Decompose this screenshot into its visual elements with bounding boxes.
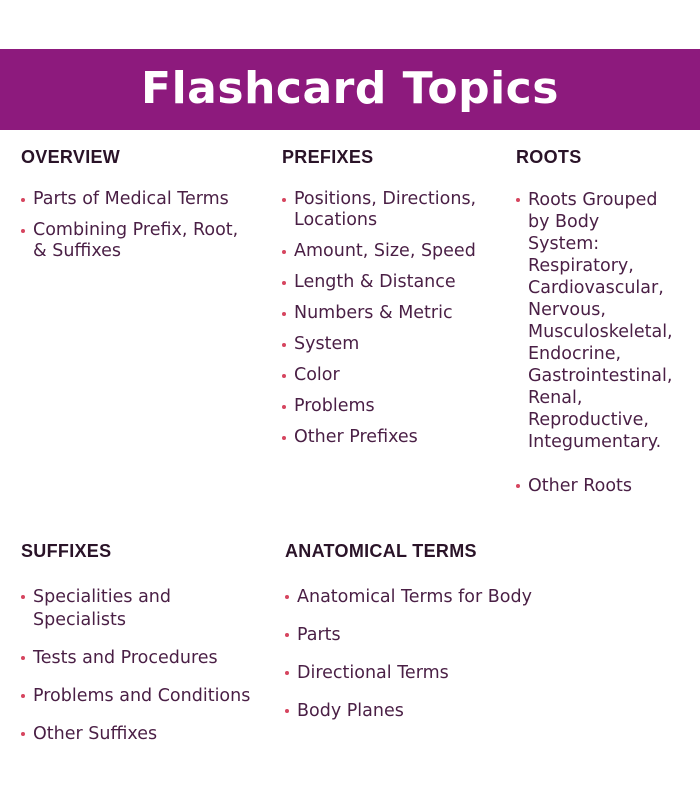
bullet-icon bbox=[21, 595, 25, 599]
section-title-suffixes: SUFFIXES bbox=[21, 541, 112, 561]
list-item-text: System bbox=[294, 334, 360, 354]
section-overview bbox=[21, 147, 271, 272]
list-item bbox=[282, 365, 507, 386]
bullet-icon bbox=[516, 198, 520, 202]
overview-list bbox=[21, 189, 271, 262]
list-item bbox=[285, 624, 695, 647]
bullet-icon bbox=[21, 732, 25, 736]
page-title: Flashcard Topics bbox=[141, 63, 559, 114]
list-item-text: Body Planes bbox=[297, 701, 404, 721]
bullet-icon bbox=[285, 709, 289, 713]
bullet-icon bbox=[282, 312, 286, 316]
suffixes-list bbox=[21, 586, 276, 746]
list-item-text: Problems and Conditions bbox=[33, 686, 251, 706]
list-item bbox=[282, 189, 507, 231]
list-item bbox=[21, 586, 276, 632]
list-item bbox=[21, 189, 271, 210]
prefixes-list bbox=[282, 189, 507, 448]
list-item-text: Anatomical Terms for Body bbox=[297, 587, 532, 607]
list-item bbox=[285, 586, 695, 609]
section-anatomical-terms bbox=[285, 541, 695, 738]
section-title-anatomical-terms: ANATOMICAL TERMS bbox=[285, 541, 477, 561]
list-item-text: Other Roots bbox=[528, 476, 633, 496]
bullet-icon bbox=[285, 595, 289, 599]
bullet-icon bbox=[21, 229, 25, 233]
bullet-icon bbox=[282, 374, 286, 378]
list-item-text: Parts of Medical Terms bbox=[33, 189, 229, 209]
section-title-roots: ROOTS bbox=[516, 147, 582, 167]
list-item bbox=[21, 647, 276, 670]
list-item-text: Positions, Directions, Locations bbox=[294, 189, 477, 230]
list-item bbox=[282, 396, 507, 417]
list-item bbox=[282, 334, 507, 355]
list-item-text: Color bbox=[294, 365, 340, 385]
bullet-icon bbox=[285, 671, 289, 675]
list-item bbox=[282, 427, 507, 448]
list-item-text: Other Suffixes bbox=[33, 724, 158, 744]
section-prefixes bbox=[282, 147, 507, 458]
anatomical-list bbox=[285, 586, 695, 723]
bullet-icon bbox=[282, 198, 286, 202]
list-item-text: Length & Distance bbox=[294, 272, 456, 292]
list-item-text: Numbers & Metric bbox=[294, 303, 453, 323]
section-title-overview: OVERVIEW bbox=[21, 147, 121, 167]
list-item bbox=[285, 700, 695, 723]
list-item bbox=[21, 685, 276, 708]
list-item bbox=[21, 723, 276, 746]
list-item bbox=[516, 189, 698, 453]
header-banner bbox=[0, 49, 700, 130]
list-item-text: Amount, Size, Speed bbox=[294, 241, 476, 261]
list-item bbox=[516, 475, 698, 497]
section-suffixes bbox=[21, 541, 276, 761]
list-item-text: Specialities and Specialists bbox=[33, 587, 172, 630]
bullet-icon bbox=[516, 484, 520, 488]
list-item-text: Roots Grouped by Body System: Respiratory, Cardiovascular, Nervous, Musculoskeletal, Endocrine, Gastrointestinal, Renal, Reproductive, Integumentary. bbox=[528, 190, 673, 452]
list-item bbox=[285, 662, 695, 685]
bullet-icon bbox=[282, 250, 286, 254]
list-item bbox=[282, 241, 507, 262]
bullet-icon bbox=[285, 633, 289, 637]
list-item-text: Problems bbox=[294, 396, 375, 416]
bullet-icon bbox=[282, 343, 286, 347]
bullet-icon bbox=[282, 281, 286, 285]
bullet-icon bbox=[21, 694, 25, 698]
list-item-text: Directional Terms bbox=[297, 663, 449, 683]
list-item-text: Parts bbox=[297, 625, 341, 645]
section-title-prefixes: PREFIXES bbox=[282, 147, 374, 167]
list-item bbox=[282, 303, 507, 324]
list-item bbox=[21, 220, 271, 262]
list-item-text: Other Prefixes bbox=[294, 427, 418, 447]
section-roots bbox=[516, 147, 698, 519]
list-item bbox=[282, 272, 507, 293]
bullet-icon bbox=[21, 656, 25, 660]
bullet-icon bbox=[21, 198, 25, 202]
bullet-icon bbox=[282, 436, 286, 440]
bullet-icon bbox=[282, 405, 286, 409]
list-item-text: Tests and Procedures bbox=[33, 648, 218, 668]
list-item-text: Combining Prefix, Root, & Suffixes bbox=[33, 220, 239, 261]
roots-list bbox=[516, 189, 698, 497]
